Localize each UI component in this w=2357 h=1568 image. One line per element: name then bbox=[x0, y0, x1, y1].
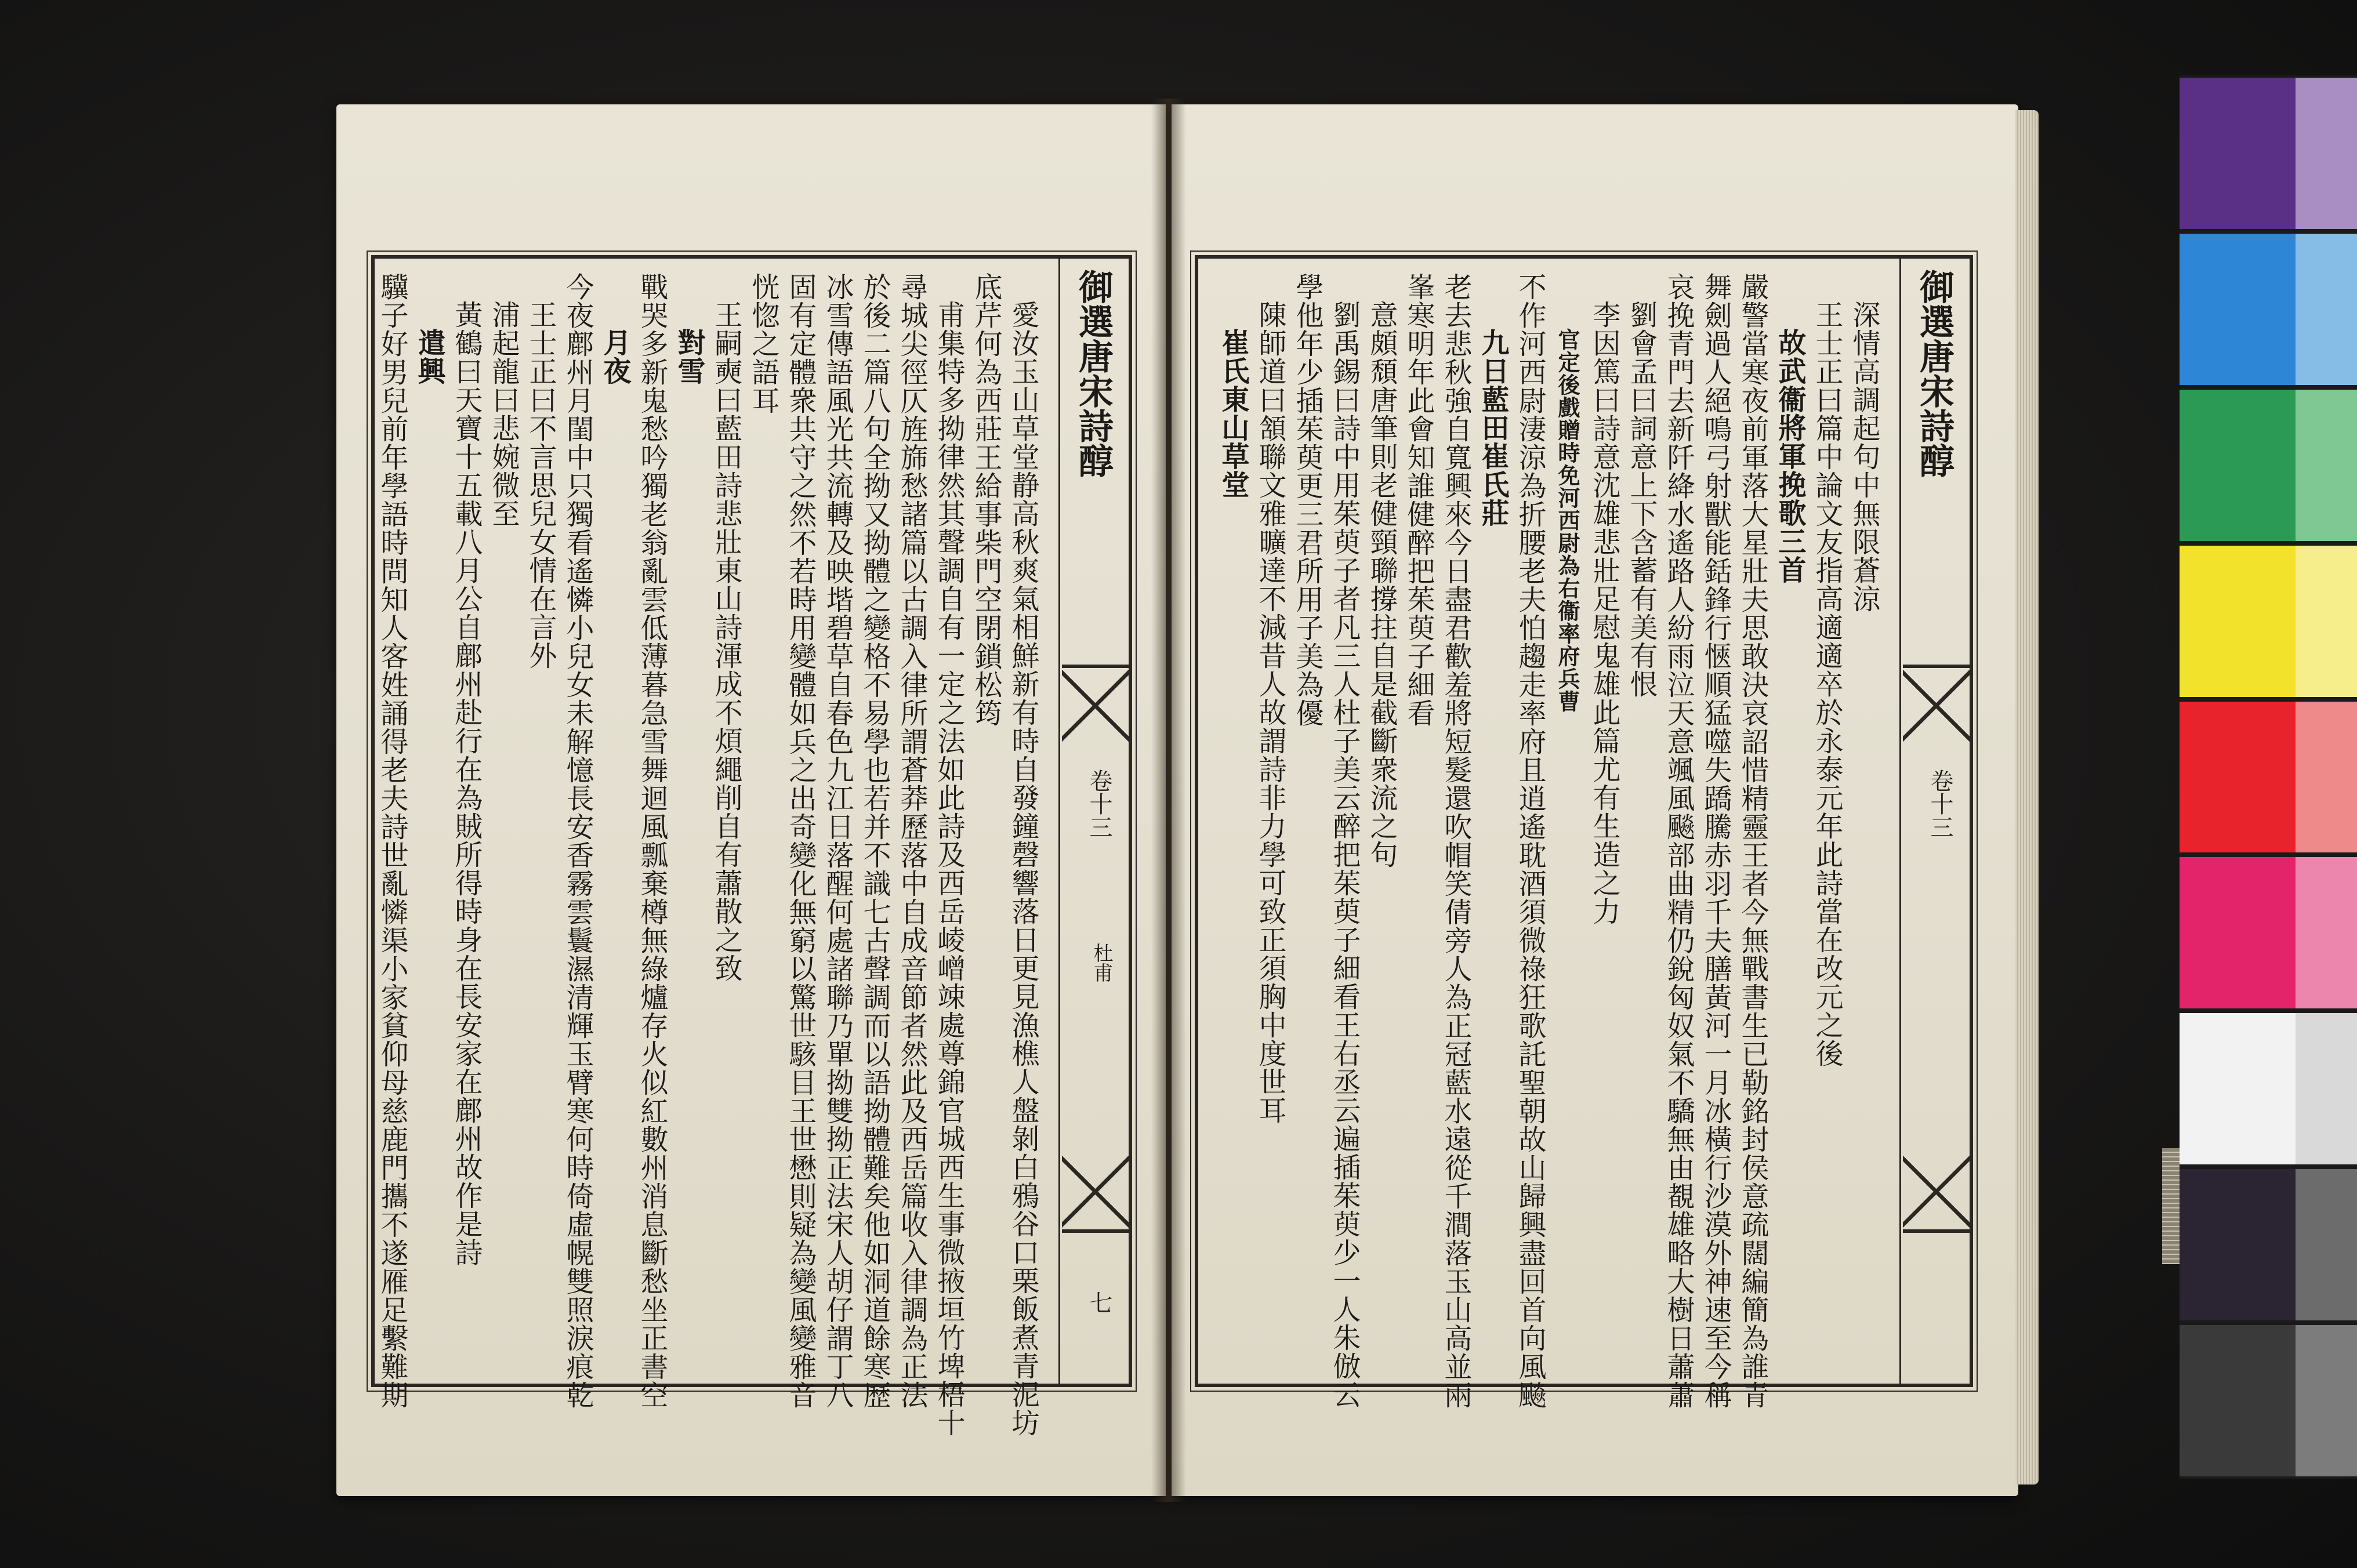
color-patch-tint bbox=[2296, 234, 2357, 385]
text-line: 於後二篇八句全拗又拗體之變格不易學也若并不識七古聲調而以語拗體難矣他如洞道餘寒歷 bbox=[858, 273, 891, 1409]
color-patch-primary bbox=[2180, 1169, 2296, 1320]
poem-title: 崔氏東山草堂 bbox=[1217, 328, 1249, 499]
text-line: 劉禹錫曰詩中用茱萸子者凡三人杜子美云醉把茱萸子細看王右丞云遍插茱萸少一人朱倣云 bbox=[1328, 300, 1361, 1409]
text-line: 冰雪傳語風光共流轉及映堦碧草自春色九江日落醒何處諸聯乃單拗雙拗正法宋人胡仔謂丁八 bbox=[821, 273, 854, 1409]
color-patch-primary bbox=[2180, 1325, 2296, 1476]
color-patch-primary bbox=[2180, 546, 2296, 697]
text-line: 劉會孟曰詞意上下含蓄有美有恨 bbox=[1625, 300, 1658, 698]
left-banner-page-number: 七 bbox=[1086, 1291, 1112, 1314]
text-line: 恍惚之語耳 bbox=[747, 273, 779, 415]
right-banner-volume: 卷十三 bbox=[1927, 769, 1953, 839]
color-patch-tint bbox=[2296, 1169, 2357, 1320]
color-patch bbox=[2180, 390, 2357, 541]
left-banner-volume: 卷十三 bbox=[1086, 769, 1112, 839]
color-patch-primary bbox=[2180, 390, 2296, 541]
color-patch-primary bbox=[2180, 857, 2296, 1008]
color-patch-tint bbox=[2296, 702, 2357, 853]
fishtail-ornament-bottom bbox=[1062, 1154, 1129, 1233]
right-page-banner bbox=[1899, 259, 1970, 1384]
text-line: 愛汝玉山草堂静高秋爽氣相鮮新有時自發鐘磬響落日更見漁樵人盤剝白鴉谷口栗飯煮青泥坊 bbox=[1007, 300, 1039, 1437]
text-line: 學他年少插茱萸更三君所用子美為優 bbox=[1291, 273, 1323, 727]
left-banner-author: 杜甫 bbox=[1090, 943, 1113, 982]
right-banner-title: 御選唐宋詩醇 bbox=[1914, 269, 1955, 478]
text-line: 王嗣奭曰藍田詩悲壯東山詩渾成不煩繩削自有蕭散之致 bbox=[710, 300, 742, 982]
left-banner-title: 御選唐宋詩醇 bbox=[1073, 269, 1114, 478]
color-patch bbox=[2180, 1013, 2357, 1164]
text-line: 黃鶴曰天寶十五載八月公自鄜州赴行在為賊所得時身在長安家在鄜州故作是詩 bbox=[450, 300, 483, 1266]
right-page-frame bbox=[1195, 255, 1973, 1409]
page-stack-edge bbox=[2015, 110, 2039, 1484]
poem-title: 故武衞將軍挽歌三首 bbox=[1774, 328, 1806, 584]
color-patch-primary bbox=[2180, 702, 2296, 853]
color-patch-tint bbox=[2296, 1013, 2357, 1164]
fishtail-ornament-top bbox=[1903, 665, 1970, 743]
color-patch bbox=[2180, 1169, 2357, 1320]
color-checker-card bbox=[2180, 75, 2357, 1479]
color-patch bbox=[2180, 702, 2357, 853]
text-line: 哀挽青門去新阡絳水遙路人紛雨泣天意颯風飈部曲精仍銳匈奴氣不驕無由覩雄略大樹日蕭蕭 bbox=[1662, 273, 1695, 1409]
color-patch-tint bbox=[2296, 390, 2357, 541]
right-page bbox=[1172, 104, 2018, 1496]
book-gutter bbox=[1151, 99, 1186, 1502]
text-line: 峯寒明年此會知誰健醉把茱萸子細看 bbox=[1402, 273, 1435, 727]
text-line: 李因篤曰詩意沈雄悲壯足慰鬼雄此篇尤有生造之力 bbox=[1588, 300, 1620, 925]
text-line: 尋城尖徑仄旌旆愁諸篇以古調入律所謂蒼莽歷落中自成音節者然此及西岳篇收入律調為正法 bbox=[895, 273, 928, 1409]
poem-title: 對雪 bbox=[673, 328, 705, 385]
poem-title: 遣興 bbox=[413, 328, 445, 385]
poem-title: 官定後戲贈時免河西尉為右衞率府兵曹 bbox=[1554, 328, 1580, 713]
fishtail-ornament-bottom bbox=[1903, 1154, 1970, 1233]
open-book bbox=[325, 93, 2041, 1513]
left-page-text bbox=[376, 273, 1042, 1437]
color-patch-tint bbox=[2296, 857, 2357, 1008]
text-line: 今夜鄜州月閨中只獨看遙憐小兒女未解憶長安香霧雲鬟濕清輝玉臂寒何時倚虛幌雙照淚痕乾 bbox=[561, 273, 594, 1409]
left-page bbox=[336, 104, 1166, 1496]
poem-title: 月夜 bbox=[599, 328, 631, 385]
text-line: 舞劍過人絕鳴弓射獸能銛鋒行愜順猛噬失蹻騰赤羽千夫膳黃河一月冰橫行沙漠外神速至今稱 bbox=[1699, 273, 1732, 1409]
color-patch bbox=[2180, 78, 2357, 229]
color-patch-tint bbox=[2296, 1325, 2357, 1476]
text-line: 驥子好男兒前年學語時問知人客姓誦得老夫詩世亂憐渠小家貧仰母慈鹿門攜不遂雁足繫難期 bbox=[376, 273, 408, 1409]
left-page-banner bbox=[1058, 259, 1129, 1384]
text-line: 老去悲秋強自寬興來今日盡君歡羞將短髮還吹帽笑倩旁人為正冠藍水遠從千澗落玉山高並兩 bbox=[1439, 273, 1472, 1409]
color-patch bbox=[2180, 857, 2357, 1008]
left-page-frame bbox=[371, 255, 1132, 1437]
text-line: 嚴警當寒夜前軍落大星壯夫思敢決哀詔惜精靈王者今無戰書生已勒銘封侯意疏闊編簡為誰青 bbox=[1736, 273, 1769, 1409]
color-patch-primary bbox=[2180, 1013, 2296, 1164]
text-line: 王士正曰不言思兒女情在言外 bbox=[524, 300, 557, 670]
text-line: 底芹何為西莊王給事柴門空閉鎖松筠 bbox=[970, 273, 1002, 727]
text-line: 意頗頹唐筆則老健頸聯撐拄自是截斷衆流之句 bbox=[1365, 300, 1398, 869]
text-line: 陳師道曰頷聯文雅曠達不減昔人故謂詩非力學可致正須胸中度世耳 bbox=[1254, 300, 1286, 1124]
color-patch bbox=[2180, 234, 2357, 385]
color-patch bbox=[2180, 1325, 2357, 1476]
text-line: 深情高調起句中無限蒼涼 bbox=[1848, 300, 1880, 613]
color-patch-primary bbox=[2180, 234, 2296, 385]
text-line: 浦起龍曰悲婉微至 bbox=[487, 300, 520, 528]
right-page-text bbox=[1210, 273, 1883, 1409]
text-line: 甫集特多拗律然其聲調自有一定之法如此詩及西岳崚嶒竦處尊錦官城西生事微掖垣竹埤梧十 bbox=[933, 300, 965, 1437]
text-line: 不作河西尉淒涼為折腰老夫怕趨走率府且逍遙耽酒須微祿狂歌託聖朝故山歸興盡回首向風飈 bbox=[1514, 273, 1546, 1409]
color-patch-primary bbox=[2180, 78, 2296, 229]
text-line: 固有定體衆共守之然不若時用變體如兵之出奇變化無窮以驚世駭目王世懋則疑為變風變雅音 bbox=[784, 273, 817, 1409]
text-line: 王士正曰篇中論文友指高適適卒於永泰元年此詩當在改元之後 bbox=[1811, 300, 1843, 1068]
scale-ruler bbox=[2162, 1148, 2180, 1264]
poem-title: 九日藍田崔氏莊 bbox=[1477, 328, 1509, 527]
text-line: 戰哭多新鬼愁吟獨老翁亂雲低薄暮急雪舞迴風瓢棄樽無綠爐存火似紅數州消息斷愁坐正書空 bbox=[636, 273, 668, 1409]
color-patch bbox=[2180, 546, 2357, 697]
color-patch-tint bbox=[2296, 546, 2357, 697]
color-patch-tint bbox=[2296, 78, 2357, 229]
